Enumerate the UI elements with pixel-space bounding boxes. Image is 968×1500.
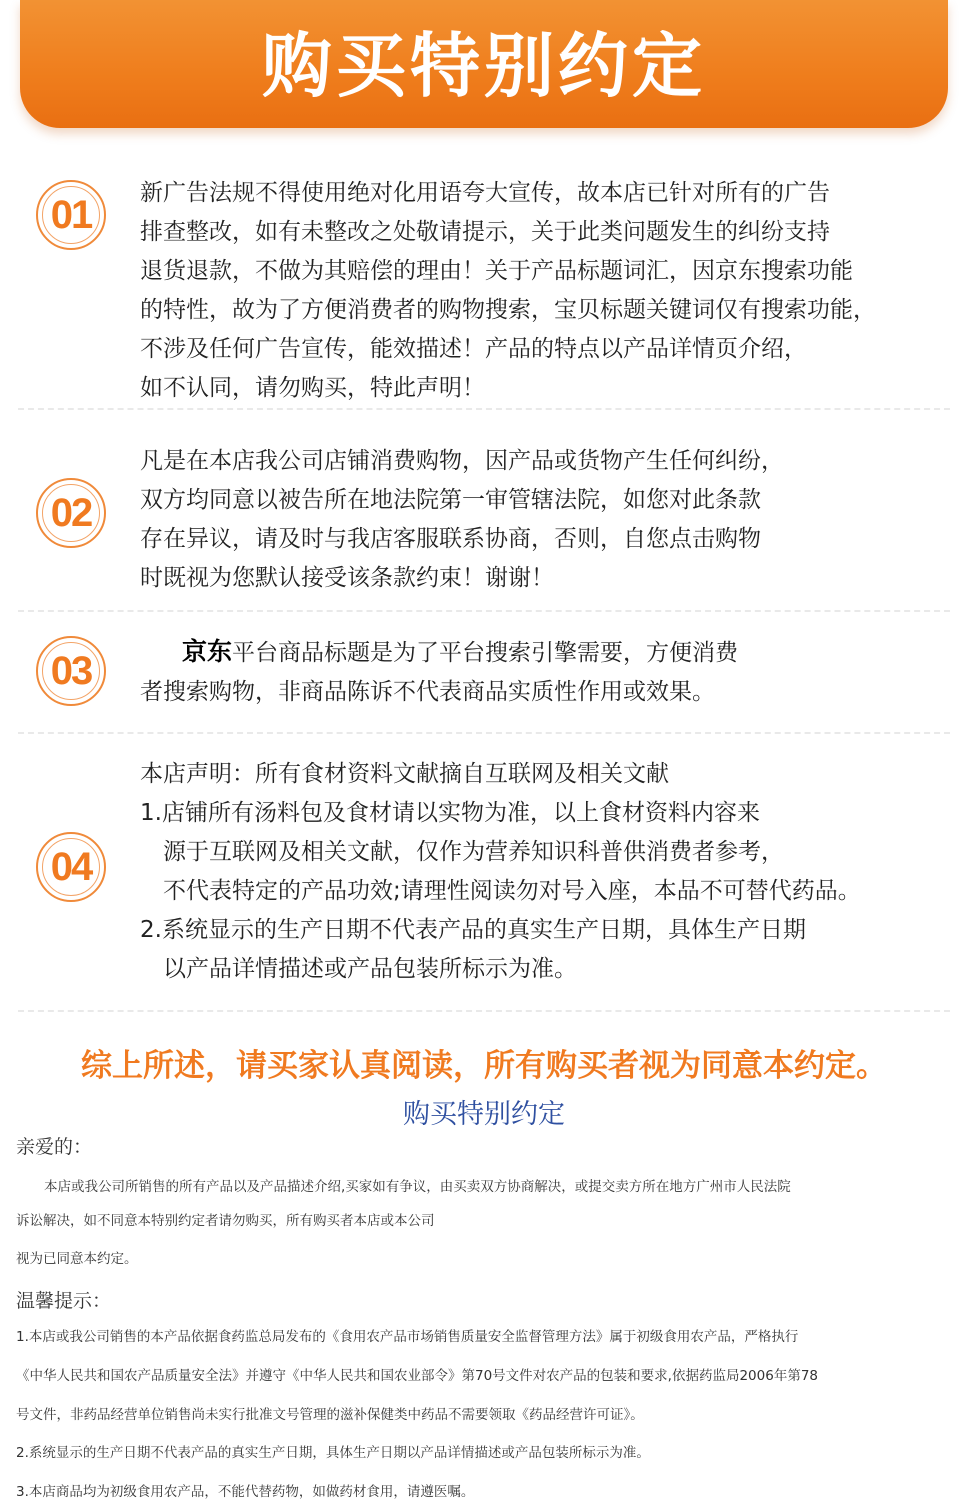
badge-number: 04 [42, 838, 100, 896]
text-line: 的特性，故为了方便消费者的购物搜索，宝贝标题关键词仅有搜索功能， [140, 297, 876, 323]
text-line: 不代表特定的产品功效;请理性阅读勿对号入座，本品不可替代药品。 [163, 878, 861, 904]
greeting: 亲爱的： [16, 1136, 93, 1158]
text-line: 排查整改，如有未整改之处敬请提示，关于此类问题发生的纠纷支持 [140, 219, 830, 245]
clause-text [140, 755, 952, 989]
number-badge [36, 832, 106, 902]
number-badge [36, 478, 106, 548]
tip-line: 号文件，非药品经营单位销售尚未实行批准文号管理的滋补保健类中药品不需要领取《药品经营许可证》。 [16, 1407, 644, 1423]
banner-title: 购买特别约定 [262, 24, 706, 107]
divider [18, 1010, 950, 1012]
tip-line: 3.本店商品均为初级食用农产品，不能代替药物，如做药材食用，请遵医嘱。 [16, 1484, 475, 1500]
text-line: 京东平台商品标题是为了平台搜索引擎需要，方便消费 [182, 637, 739, 666]
agreement-line: 视为已同意本约定。 [16, 1251, 138, 1267]
tip-line: 《中华人民共和国农产品质量安全法》并遵守《中华人民共和国农业部令》第70号文件对农产品的包装和要求,依据药监局2006年第78 [16, 1368, 819, 1384]
divider [18, 408, 950, 410]
tips-title: 温馨提示： [16, 1290, 112, 1312]
badge-number: 03 [42, 642, 100, 700]
text-line: 源于互联网及相关文献，仅作为营养知识科普供消费者参考， [163, 839, 784, 865]
tip-line: 1.本店或我公司销售的本产品依据食药监总局发布的《食用农产品市场销售质量安全监督管理方法》属于初级食用农产品，严格执行 [16, 1329, 799, 1345]
text-line: 新广告法规不得使用绝对化用语夸大宣传，故本店已针对所有的广告 [140, 180, 830, 206]
badge-number: 02 [42, 484, 100, 542]
text-line: 本店声明：所有食材资料文献摘自互联网及相关文献 [140, 761, 669, 787]
summary-text: 综上所述，请买家认真阅读，所有购买者视为同意本约定。 [81, 1048, 887, 1084]
number-badge [36, 180, 106, 250]
number-badge [36, 636, 106, 706]
agreement-title: 购买特别约定 [403, 1099, 565, 1130]
agreement-line: 本店或我公司所销售的所有产品以及产品描述介绍,买家如有争议，由买卖双方协商解决，或提交卖方所在地方广州市人民法院 [44, 1179, 791, 1195]
header-banner [20, 0, 948, 128]
text-line: 如不认同，请勿购买，特此声明！ [140, 375, 485, 401]
text-line: 凡是在本店我公司店铺消费购物，因产品或货物产生任何纠纷， [140, 448, 784, 474]
text-line: 2.系统显示的生产日期不代表产品的真实生产日期，具体生产日期 [140, 917, 806, 943]
clause-text [140, 632, 952, 712]
divider [18, 732, 950, 734]
clause-text [140, 174, 952, 408]
text-line: 不涉及任何广告宣传，能效描述！产品的特点以产品详情页介绍， [140, 336, 807, 362]
text-line: 退货退款，不做为其赔偿的理由！关于产品标题词汇，因京东搜索功能 [140, 258, 853, 284]
text-line: 者搜索购物，非商品陈诉不代表商品实质性作用或效果。 [140, 679, 715, 705]
badge-number: 01 [42, 186, 100, 244]
text-line: 1.店铺所有汤料包及食材请以实物为准，以上食材资料内容来 [140, 800, 760, 826]
brand-name: 京东 [182, 637, 233, 666]
clause-text [140, 442, 952, 598]
text-line: 存在异议，请及时与我店客服联系协商，否则，自您点击购物 [140, 526, 761, 552]
agreement-line: 诉讼解决，如不同意本特别约定者请勿购买，所有购买者本店或本公司 [16, 1213, 435, 1229]
text-line: 双方均同意以被告所在地法院第一审管辖法院，如您对此条款 [140, 487, 761, 513]
text-line: 以产品详情描述或产品包装所标示为准。 [163, 956, 577, 982]
divider [18, 610, 950, 612]
text-line: 时既视为您默认接受该条款约束！谢谢！ [140, 565, 554, 591]
tip-line: 2.系统显示的生产日期不代表产品的真实生产日期，具体生产日期以产品详情描述或产品包装所标示为准。 [16, 1445, 650, 1461]
